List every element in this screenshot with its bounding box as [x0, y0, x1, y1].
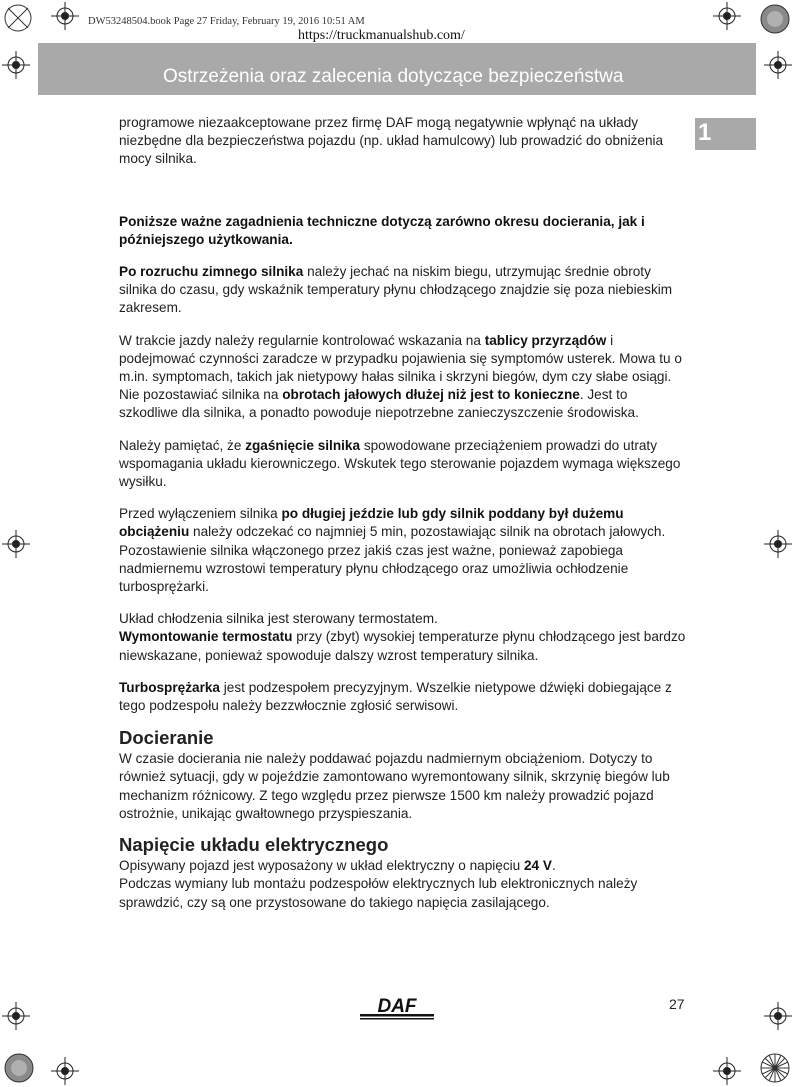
paragraph-text: Nie pozostawiać silnika na	[119, 387, 283, 403]
logo-text: DAF	[377, 996, 417, 1017]
registration-mark-icon	[51, 1057, 79, 1085]
paragraph-stall	[119, 437, 689, 492]
print-metadata: DW53248504.book Page 27 Friday, February 19, 2016 10:51 AM	[88, 16, 365, 27]
paragraph-text: Przed wyłączeniem silnika	[119, 506, 282, 522]
bold-text: Wymontowanie termostatu	[119, 629, 293, 645]
registration-mark-icon	[764, 51, 792, 79]
bold-text: Turbosprężarka	[119, 679, 220, 695]
paragraph-text: W trakcie jazdy należy regularnie kontrolować wskazania na	[119, 332, 485, 348]
registration-mark-icon	[764, 530, 792, 558]
body-text	[119, 114, 689, 912]
paragraph-text: należy jechać na niskim biegu, utrzymując średnie obroty silnika do czasu, gdy wskaźnik temperatury płynu chłodzącego znajdzie się poza niebieskim zakresem.	[119, 264, 673, 316]
paragraph-text: . Jest to szkodliwe dla silnika, a ponadto powoduje niepotrzebne zanieczyszczenie środowiska.	[119, 387, 639, 421]
bold-text: tablicy przyrządów	[484, 332, 607, 348]
registration-mark-icon	[764, 1002, 792, 1030]
chapter-number: 1	[698, 119, 712, 146]
registration-mark-icon	[713, 1057, 741, 1085]
page-title: Ostrzeżenia oraz zalecenia dotyczące bezpieczeństwa	[163, 66, 624, 87]
paragraph-text: .	[551, 858, 556, 874]
paragraph-driving	[119, 332, 689, 423]
paragraph-thermostat	[119, 610, 689, 665]
daf-logo	[360, 995, 434, 1020]
registration-mark-icon	[2, 51, 30, 79]
lead-bold: Poniższe ważne zagadnienia techniczne dotyczą zarówno okresu docierania, jak i późniejszego użytkowania.	[119, 213, 645, 247]
bold-text: po długiej jeździe lub gdy silnik poddany był dużemu obciążeniu	[119, 506, 624, 540]
paragraph-text: przy (zbyt) wysokiej temperaturze płynu chłodzącego jest bardzo niewskazane, ponieważ spowoduje dalszy wzrost temperatury silnika.	[119, 629, 686, 663]
page-number: 27	[669, 996, 685, 1012]
registration-mark-icon	[51, 2, 79, 30]
paragraph-text: Opisywany pojazd jest wyposażony w układ elektryczny o napięciu	[119, 858, 524, 874]
paragraph-running-in: W czasie docierania nie należy poddawać pojazdu nadmiernym obciążeniom. Dotyczy to również sytuacji, gdy w pojeździe zamontowano wyremontowany silnik, skrzynię biegów lub mechanizm różnicowy. Z tego względu przez pierwsze 1500 km należy prowadzić pojazd ostrożnie, unikając gwałtownego przyspieszania.	[119, 751, 670, 821]
paragraph-text: i podejmować czynności zaradcze w przypadku pojawienia się symptomów usterek. Mowa tu o m.in. symptomach, takich jak nietypowy hałas silnika i skrzyni biegów, dym czy słabe osiągi.	[119, 332, 682, 385]
paragraph-text: spowodowane przeciążeniem prowadzi do utraty wspomagania układu kierowniczego. Wskutek tego sterowanie pojazdem wymaga większego wysiłku.	[119, 437, 681, 490]
paragraph-voltage	[119, 857, 689, 912]
heading-running-in: Docieranie	[119, 727, 214, 749]
lead-paragraph	[119, 213, 689, 249]
star-target-icon	[760, 1053, 790, 1083]
color-target-icon	[4, 1053, 34, 1083]
color-target-icon	[760, 4, 790, 34]
paragraph-text: Układ chłodzenia silnika jest sterowany termostatem.	[119, 611, 438, 627]
paragraph-turbo	[119, 679, 689, 715]
registration-mark-icon	[2, 530, 30, 558]
paragraph-cold-start	[119, 263, 689, 318]
paragraph-shutdown	[119, 505, 689, 596]
paragraph-text: Należy pamiętać, że	[119, 437, 246, 453]
corner-mark-icon	[4, 4, 32, 32]
registration-mark-icon	[713, 2, 741, 30]
paragraph-text: jest podzespołem precyzyjnym. Wszelkie nietypowe dźwięki dobiegające z tego podzespołu należy bezzwłocznie zgłosić serwisowi.	[119, 679, 672, 714]
registration-mark-icon	[2, 1002, 30, 1030]
paragraph-text: Podczas wymiany lub montażu podzespołów elektrycznych lub elektronicznych należy sprawdzić, czy są one przystosowane do takiego napięcia zasilającego.	[119, 876, 638, 910]
intro-paragraph: programowe niezaakceptowane przez firmę DAF mogą negatywnie wpłynąć na układy niezbędne dla bezpieczeństwa pojazdu (np. układ hamulcowy) lub prowadzić do obniżenia mocy silnika.	[119, 115, 664, 167]
bold-text: Po rozruchu zimnego silnika	[119, 264, 304, 280]
bold-text: obrotach jałowych dłużej niż jest to konieczne	[282, 387, 580, 403]
paragraph-text: należy odczekać co najmniej 5 min, pozostawiając silnik na obrotach jałowych. Pozostawienie silnika włączonego przez jakiś czas jest ważne, ponieważ zapobiega nadmiernemu wzrostowi temperatury płynu chłodzącego oraz umożliwia ochłodzenie turbosprężarki.	[119, 524, 666, 595]
source-url[interactable]: https://truckmanualshub.com/	[298, 28, 465, 43]
heading-electrical-voltage: Napięcie układu elektrycznego	[119, 834, 389, 856]
bold-text: zgaśnięcie silnika	[245, 437, 361, 453]
bold-text: 24 V	[524, 858, 552, 874]
